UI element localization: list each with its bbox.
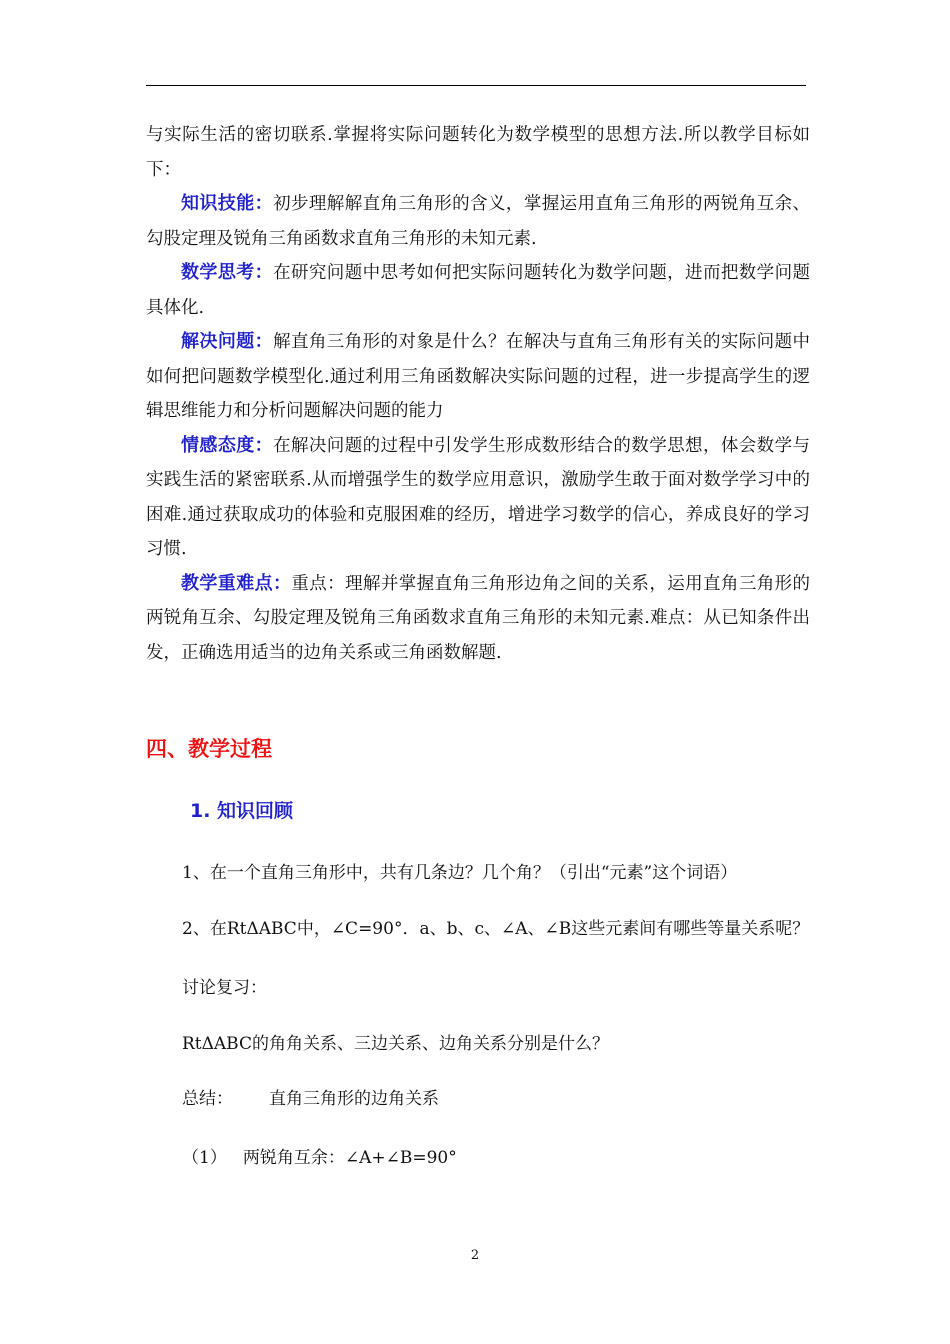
objective-key-points — [146, 567, 810, 671]
item-number: （1） — [182, 1148, 227, 1168]
section-heading: 四、教学过程 — [146, 737, 272, 761]
relation-item-1 — [182, 1143, 457, 1168]
discussion-label: 讨论复习： — [182, 978, 267, 998]
objective-label: 数学思考： — [181, 262, 274, 283]
summary-line — [182, 1084, 439, 1109]
objective-attitude — [146, 429, 810, 567]
summary-text: 直角三角形的边角关系 — [269, 1089, 439, 1109]
objective-text: 在研究问题中思考如何把实际问题转化为数学问题，进而把数学问题具体化. — [146, 263, 811, 318]
review-question-1: 1、在一个直角三角形中，共有几条边？几个角？（引出“元素”这个词语） — [182, 863, 738, 883]
header-rule — [146, 85, 806, 86]
objective-problem-solving — [146, 325, 810, 429]
objective-text: 初步理解解直角三角形的含义，掌握运用直角三角形的两锐角互余、勾股定理及锐角三角函数求直角三角形的未知元素. — [146, 194, 811, 249]
objective-thinking — [146, 256, 810, 325]
subsection-heading: 1. 知识回顾 — [190, 800, 294, 822]
objective-knowledge — [146, 187, 810, 256]
objective-text: 重点：理解并掌握直角三角形边角之间的关系，运用直角三角形的两锐角互余、勾股定理及锐角三角函数求直角三角形的未知元素.难点：从已知条件出发，正确选用适当的边角关系或三角函数解题. — [146, 573, 811, 663]
review-question-2: 2、在RtΔABC中，∠C=90°．a、b、c、∠A、∠B这些元素间有哪些等量关系呢？ — [182, 919, 810, 939]
item-text: 两锐角互余：∠A+∠B=90° — [242, 1148, 457, 1168]
objective-label: 教学重难点： — [181, 572, 292, 594]
intro-paragraph: 与实际生活的密切联系.掌握将实际问题转化为数学模型的思想方法.所以教学目标如下： — [146, 125, 810, 180]
summary-label: 总结： — [182, 1089, 233, 1109]
objective-text: 在解决问题的过程中引发学生形成数形结合的数学思想，体会数学与实践生活的紧密联系.从而增强学生的数学应用意识，激励学生敢于面对数学学习中的困难.通过获取成功的体验和克服困难的经历，增进学习数学的信心，养成良好的学习习惯. — [146, 435, 811, 559]
objective-text: 解直角三角形的对象是什么？在解决与直角三角形有关的实际问题中如何把问题数学模型化.通过利用三角函数解决实际问题的过程，进一步提高学生的逻辑思维能力和分析问题解决问题的能力 — [146, 332, 811, 421]
objective-label: 解决问题： — [181, 331, 274, 352]
body-text — [146, 118, 810, 670]
discussion-question: RtΔABC的角角关系、三边关系、边角关系分别是什么？ — [182, 1034, 609, 1054]
objective-label: 情感态度： — [181, 434, 274, 456]
objective-label: 知识技能： — [181, 193, 274, 214]
page-number: 2 — [470, 1248, 480, 1263]
